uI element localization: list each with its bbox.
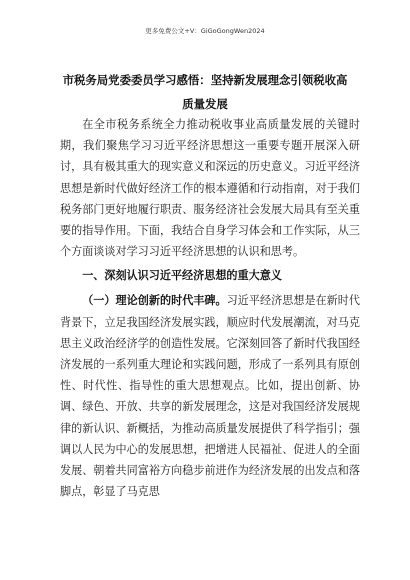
subsection-paragraph bbox=[60, 290, 360, 502]
subsection-text: 习近平经济思想是在新时代背景下，立足我国经济发展实践，顺应时代发展潮流，对马克思主义政治经济学的创造性发展。它深刻回答了新时代我国经济发展的一系列重大理论和实践问题，形成了一系列具有原创性、时代性、指导性的重大思想观点。比如，提出创新、协调、绿色、开放、共享的新发展理念，这是对我国经济发展规律的新认识、新概括，为推动高质量发展提供了科学指引；强调以人民为中心的发展思想，把增进人民福祉、促进人的全面发展、朝着共同富裕方向稳步前进作为经济发展的出发点和落脚点，彰显了马克思 bbox=[60, 294, 360, 499]
subsection-lead: （一）理论创新的时代丰碑。 bbox=[82, 294, 227, 308]
document-body bbox=[60, 114, 360, 502]
intro-paragraph: 在全市税务系统全力推动税收事业高质量发展的关键时期，我们聚焦学习习近平经济思想这一重要专题开展深入研讨，具有极其重大的现实意义和深远的历史意义。习近平经济思想是新时代做好经济工作的根本遵循和行动指南，对于我们税务部门更好地履行职责、服务经济社会发展大局具有至关重要的指导作用。下面，我结合自身学习体会和工作实际，从三个方面谈谈对学习习近平经济思想的认识和思考。 bbox=[60, 118, 360, 259]
section-heading: 一、深刻认识习近平经济思想的重大意义 bbox=[82, 269, 282, 283]
document-title: 市税务局党委委员学习感悟：坚持新发展理念引领税收高质量发展 bbox=[62, 73, 348, 111]
header-note: 更多免费公文+V：GiGoGongWen2024 bbox=[145, 27, 265, 35]
